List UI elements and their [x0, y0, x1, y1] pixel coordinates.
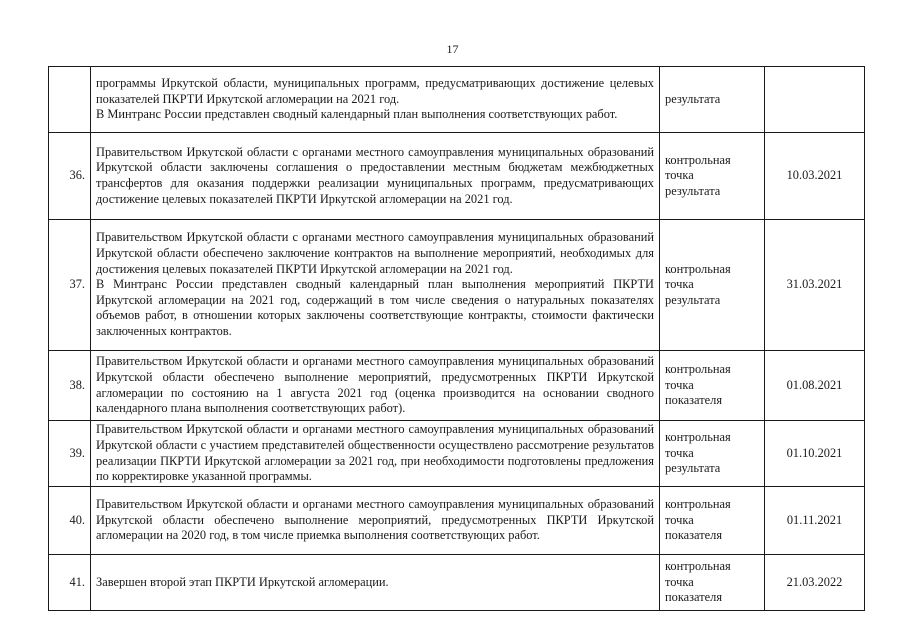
row-type: [660, 351, 765, 421]
table-row: [49, 67, 865, 133]
row-number: [49, 67, 91, 133]
row-number: 39.: [49, 421, 91, 487]
type-line: точка: [665, 574, 694, 589]
row-number: 36.: [49, 133, 91, 220]
description-paragraph: Правительством Иркутской области и органами местного самоуправления муниципальных образований Иркутской области обеспечено выполнение мероприятий, предусмотренных ПКРТИ Иркутской агломерации по состоянию на 1 августа 2021 год (оценка производится на основании сводного календарного плана выполнения соответствующих работ).: [96, 354, 654, 416]
description-paragraph: Правительством Иркутской области и органами местного самоуправления муниципальных образований Иркутской области обеспечено выполнение мероприятий, предусмотренных ПКРТИ Иркутской агломерации на 2020 год, в том числе приемка выполнения соответствующих работ.: [96, 497, 654, 543]
row-type: [660, 421, 765, 487]
type-line: показателя: [665, 590, 723, 605]
description-paragraph: Правительством Иркутской области с органами местного самоуправления муниципальных образований Иркутской области обеспечено заключение контрактов на выполнение мероприятий, необходимых для достижения целевых показателей ПКРТИ Иркутской агломерации на 2021 год.: [96, 230, 654, 276]
row-type: [660, 67, 765, 133]
table-row: [49, 487, 865, 555]
type-line: результата: [665, 461, 721, 476]
type-line: контрольная: [665, 261, 731, 276]
row-description: [91, 421, 660, 487]
row-type: [660, 555, 765, 611]
type-line: контрольная: [665, 559, 731, 574]
type-line: результата: [665, 91, 721, 106]
table-row: [49, 220, 865, 351]
type-line: результата: [665, 292, 721, 307]
row-description: [91, 67, 660, 133]
row-date: 31.03.2021: [765, 220, 865, 351]
row-date: 01.11.2021: [765, 487, 865, 555]
description-paragraph: Правительством Иркутской области и органами местного самоуправления муниципальных образований Иркутской области с участием представителей общественности осуществлено рассмотрение результатов реализации ПКРТИ Иркутской агломерации за 2021 год, при необходимости подготовлены предложения по корректировке указанной программы.: [96, 422, 654, 484]
row-description: [91, 351, 660, 421]
row-type: [660, 487, 765, 555]
description-paragraph: В Минтранс России представлен сводный календарный план выполнения мероприятий ПКРТИ Иркутской агломерации на 2021 год, содержащий в том числе сведения о натуральных показателях объемов работ, в отношении которых заключены соответствующие контракты, стоимости фактически заключенных контрактов.: [96, 277, 654, 338]
row-description: [91, 555, 660, 611]
row-date: 01.08.2021: [765, 351, 865, 421]
type-line: контрольная: [665, 362, 731, 377]
control-points-table: [48, 66, 865, 611]
table-row: [49, 133, 865, 220]
row-number: 37.: [49, 220, 91, 351]
description-paragraph: программы Иркутской области, муниципальных программ, предусматривающих достижение целевых показателей ПКРТИ Иркутской агломерации на 2021 год.: [96, 76, 654, 106]
type-line: точка: [665, 512, 694, 527]
row-number: 41.: [49, 555, 91, 611]
description-paragraph: В Минтранс России представлен сводный календарный план выполнения соответствующих работ.: [96, 107, 618, 122]
row-number: 40.: [49, 487, 91, 555]
row-description: [91, 220, 660, 351]
type-line: контрольная: [665, 430, 731, 445]
description-paragraph: Правительством Иркутской области с органами местного самоуправления муниципальных образований Иркутской области заключены соглашения о предоставлении местным бюджетам межбюджетных трансфертов для оказания поддержки реализации муниципальных программ, предусматривающих достижение целевых показателей ПКРТИ Иркутской агломерации на 2021 год.: [96, 144, 654, 206]
type-line: точка: [665, 377, 694, 392]
row-description: [91, 487, 660, 555]
table-row: [49, 421, 865, 487]
type-line: точка: [665, 168, 694, 183]
type-line: показателя: [665, 393, 723, 408]
type-line: точка: [665, 277, 694, 292]
row-date: 01.10.2021: [765, 421, 865, 487]
row-date: [765, 67, 865, 133]
description-paragraph: Завершен второй этап ПКРТИ Иркутской агломерации.: [96, 574, 389, 589]
page-number: 17: [446, 42, 459, 56]
row-type: [660, 133, 765, 220]
row-description: [91, 133, 660, 220]
row-number: 38.: [49, 351, 91, 421]
table-row: [49, 555, 865, 611]
table-row: [49, 351, 865, 421]
type-line: контрольная: [665, 497, 731, 512]
type-line: показателя: [665, 528, 723, 543]
type-line: точка: [665, 445, 694, 460]
type-line: результата: [665, 183, 721, 198]
row-date: 10.03.2021: [765, 133, 865, 220]
row-date: 21.03.2022: [765, 555, 865, 611]
type-line: контрольная: [665, 152, 731, 167]
row-type: [660, 220, 765, 351]
